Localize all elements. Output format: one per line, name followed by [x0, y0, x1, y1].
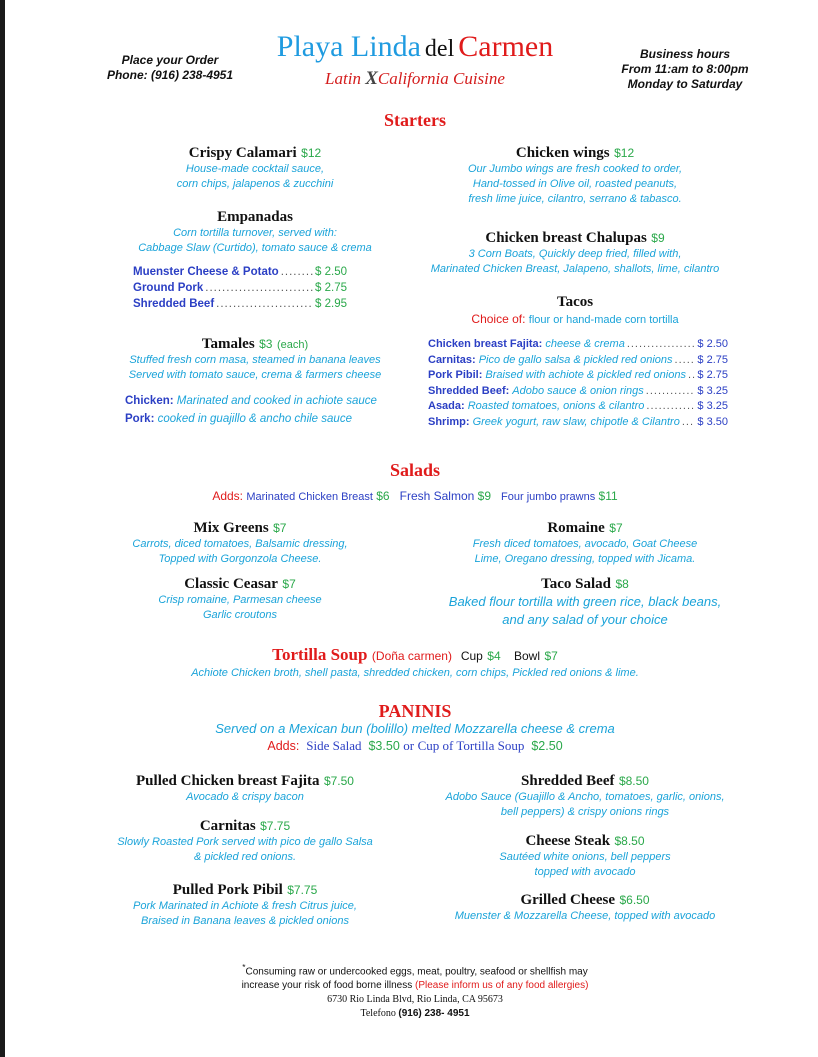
item-name: Crispy Calamari — [188, 145, 297, 161]
brand-del: del — [424, 36, 455, 62]
brand-playa-linda: Playa Linda — [276, 30, 421, 63]
list-item: Pork Pibil: Braised with achiote & pickled red onions ..... $ 2.75 — [428, 368, 728, 384]
order-phone: Phone: (916) 238-4951 — [106, 68, 234, 82]
item-price: $3 — [259, 337, 273, 351]
item-desc: Stuffed fresh corn masa, steamed in banana leaves — [129, 354, 381, 366]
paninis-desc: Served on a Mexican bun (bolillo) melted Mozzarella cheese & crema — [215, 721, 615, 736]
footer-disclaimer — [205, 960, 625, 1021]
tagline-left: Latin — [325, 69, 361, 88]
item-cheese-steak — [415, 832, 755, 880]
item-desc: Sautéed white onions, bell peppers — [499, 851, 671, 863]
item-shredded-beef — [415, 772, 755, 820]
item-crispy-calamari — [105, 144, 405, 192]
tagline-right: California Cuisine — [377, 69, 505, 88]
item-desc: Avocado & crispy bacon — [186, 791, 304, 803]
footer-address: 6730 Rio Linda Blvd, Rio Linda, CA 95673 — [327, 994, 503, 1006]
item-desc: Our Jumbo wings are fresh cooked to order, — [468, 163, 682, 175]
item-desc: corn chips, jalapenos & zucchini — [176, 178, 334, 190]
list-item: Carnitas: Pico de gallo salsa & pickled red onions ..... $ 2.75 — [428, 353, 728, 369]
tacos-choice-label: Choice of: — [471, 312, 526, 326]
hours-time: From 11:am to 8:00pm — [621, 62, 749, 76]
item-price: $7 — [609, 521, 623, 535]
list-item: Ground Pork ..... $ 2.75 — [133, 280, 347, 296]
item-desc: bell peppers) & crispy onions rings — [500, 806, 670, 818]
footer-phone-label: Telefono — [360, 1008, 396, 1020]
item-desc: Baked flour tortilla with green rice, black beans, — [448, 594, 722, 609]
panini-adds: Adds: Side Salad $3.50 or Cup of Tortilla Soup $2.50 — [267, 738, 563, 753]
item-desc: Carrots, diced tomatoes, Balsamic dressing, — [132, 538, 348, 550]
soup-note: (Doña carmen) — [371, 649, 452, 663]
taco-options — [428, 337, 728, 430]
item-desc: Marinated Chicken Breast, Jalapeno, shallots, lime, cilantro — [430, 263, 720, 275]
list-item: Chicken breast Fajita: cheese & crema ..... $ 2.50 — [428, 337, 728, 353]
item-desc: topped with avocado — [534, 866, 636, 878]
item-tortilla-soup: Tortilla Soup (Doña carmen) Cup $4 Bowl $7 Achiote Chicken broth, shell pasta, shredded chicken, corn chips, Pickled red onions & lime. — [105, 645, 725, 681]
item-name: Cheese Steak — [525, 833, 611, 849]
item-classic-ceasar — [95, 575, 385, 623]
list-item: Muenster Cheese & Potato ..... $ 2.50 — [133, 264, 347, 280]
item-name: Tacos — [556, 294, 594, 310]
item-desc: Muenster & Mozzarella Cheese, topped with avocado — [454, 910, 716, 922]
item-name: Classic Ceasar — [184, 576, 278, 592]
item-desc: Topped with Gorgonzola Cheese. — [158, 553, 322, 565]
item-chicken-wings — [405, 144, 745, 207]
item-name: Empanadas — [217, 209, 293, 225]
item-price: $9 — [651, 231, 665, 245]
item-price: $8.50 — [618, 774, 649, 788]
item-price-note: (each) — [276, 339, 309, 351]
item-name: Pulled Chicken breast Fajita — [136, 773, 320, 789]
empanada-options — [133, 264, 347, 312]
brand-carmen: Carmen — [458, 30, 554, 63]
item-price: $12 — [301, 146, 322, 160]
item-pulled-chicken-fajita — [85, 772, 405, 805]
item-price: $7.75 — [260, 819, 291, 833]
item-desc: Slowly Roasted Pork served with pico de gallo Salsa — [117, 836, 373, 848]
item-desc: Adobo Sauce (Guajillo & Ancho, tomatoes, garlic, onions, — [445, 791, 725, 803]
item-tacos — [405, 293, 745, 329]
item-name: Romaine — [547, 520, 605, 536]
item-chicken-chalupas — [405, 229, 745, 277]
list-item: Shredded Beef ..... $ 2.95 — [133, 296, 347, 312]
order-label: Place your Order — [121, 53, 219, 67]
item-price: $7 — [282, 577, 296, 591]
item-desc: Served with tomato sauce, crema & farmers cheese — [128, 369, 382, 381]
list-item: Asada: Roasted tomatoes, onions & cilantro ..... $ 3.25 — [428, 399, 728, 415]
item-desc: Achiote Chicken broth, shell pasta, shredded chicken, corn chips, Pickled red onions & lime. — [191, 667, 639, 679]
item-desc: Corn tortilla turnover, served with: — [173, 227, 337, 239]
item-price: $7.50 — [323, 774, 354, 788]
menu-page — [5, 0, 818, 1057]
starters-title: Starters — [384, 110, 446, 130]
item-price: $7.75 — [287, 883, 318, 897]
list-item: Shredded Beef: Adobo sauce & onion rings ..... $ 3.25 — [428, 384, 728, 400]
tacos-choice-text: flour or hand-made corn tortilla — [528, 314, 679, 326]
item-name: Grilled Cheese — [520, 892, 616, 908]
item-desc: Garlic croutons — [203, 609, 277, 621]
item-mix-greens — [95, 519, 385, 567]
item-name: Shredded Beef — [521, 773, 615, 789]
item-name: Mix Greens — [193, 520, 269, 536]
item-name: Tortilla Soup — [272, 645, 368, 664]
item-pulled-pork-pibil — [85, 881, 405, 929]
footer-line1: Consuming raw or undercooked eggs, meat, poultry, seafood or shellfish may — [245, 966, 588, 978]
hours-days: Monday to Saturday — [627, 77, 743, 91]
brand-tagline — [255, 68, 575, 90]
salad-adds: Adds: Marinated Chicken Breast $6 Fresh Salmon $9 Four jumbo prawns $11 — [212, 489, 618, 503]
item-name: Tamales — [201, 336, 255, 352]
item-grilled-cheese — [415, 891, 755, 924]
footer-line2: increase your risk of food borne illness — [241, 980, 413, 992]
list-item: Shrimp: Greek yogurt, raw slaw, chipotle & Cilantro ..... $ 3.50 — [428, 415, 728, 431]
item-desc: Hand-tossed in Olive oil, roasted peanuts, — [472, 178, 678, 190]
brand-logo — [205, 30, 625, 64]
item-name: Taco Salad — [541, 576, 612, 592]
item-price: $8 — [615, 577, 629, 591]
item-name: Pulled Pork Pibil — [172, 882, 283, 898]
item-romaine — [425, 519, 745, 567]
footer-allergy: (Please inform us of any food allergies) — [415, 980, 589, 992]
item-price: $7 — [273, 521, 287, 535]
adds-label: Adds: — [212, 489, 243, 503]
item-tamales — [95, 335, 415, 383]
item-desc: Lime, Oregano dressing, topped with Jicama. — [474, 553, 696, 565]
item-desc: House-made cocktail sauce, — [185, 163, 325, 175]
footer-phone: (916) 238- 4951 — [398, 1008, 470, 1020]
item-desc: Braised in Banana leaves & pickled onions — [141, 915, 349, 927]
item-desc: 3 Corn Boats, Quickly deep fried, filled with, — [468, 248, 682, 260]
item-taco-salad — [425, 575, 745, 629]
item-desc: and any salad of your choice — [502, 612, 668, 627]
item-desc: Cabbage Slaw (Curtido), tomato sauce & crema — [138, 242, 372, 254]
item-carnitas — [85, 817, 405, 865]
item-desc: & pickled red onions. — [193, 851, 297, 863]
item-price: $6.50 — [619, 893, 650, 907]
tagline-x: X — [365, 68, 378, 89]
item-name: Chicken breast Chalupas — [485, 230, 647, 246]
item-name: Carnitas — [199, 818, 256, 834]
paninis-title: PANINIS — [378, 701, 452, 721]
tamale-options — [125, 392, 415, 428]
item-desc: Crisp romaine, Parmesan cheese — [158, 594, 322, 606]
item-name: Chicken wings — [515, 145, 610, 161]
salads-title: Salads — [389, 460, 441, 480]
footer-asterisk: * — [242, 962, 246, 972]
item-empanadas — [105, 208, 405, 256]
item-desc: Fresh diced tomatoes, avocado, Goat Cheese — [472, 538, 698, 550]
list-item: Pork: cooked in guajillo & ancho chile sauce — [125, 413, 352, 425]
hours-label: Business hours — [639, 47, 731, 61]
business-hours — [605, 47, 765, 92]
item-price: $8.50 — [614, 834, 645, 848]
item-desc: Pork Marinated in Achiote & fresh Citrus juice, — [133, 900, 357, 912]
item-price: $12 — [614, 146, 635, 160]
list-item: Chicken: Marinated and cooked in achiote sauce — [125, 395, 377, 407]
item-desc: fresh lime juice, cilantro, serrano & tabasco. — [468, 193, 682, 205]
